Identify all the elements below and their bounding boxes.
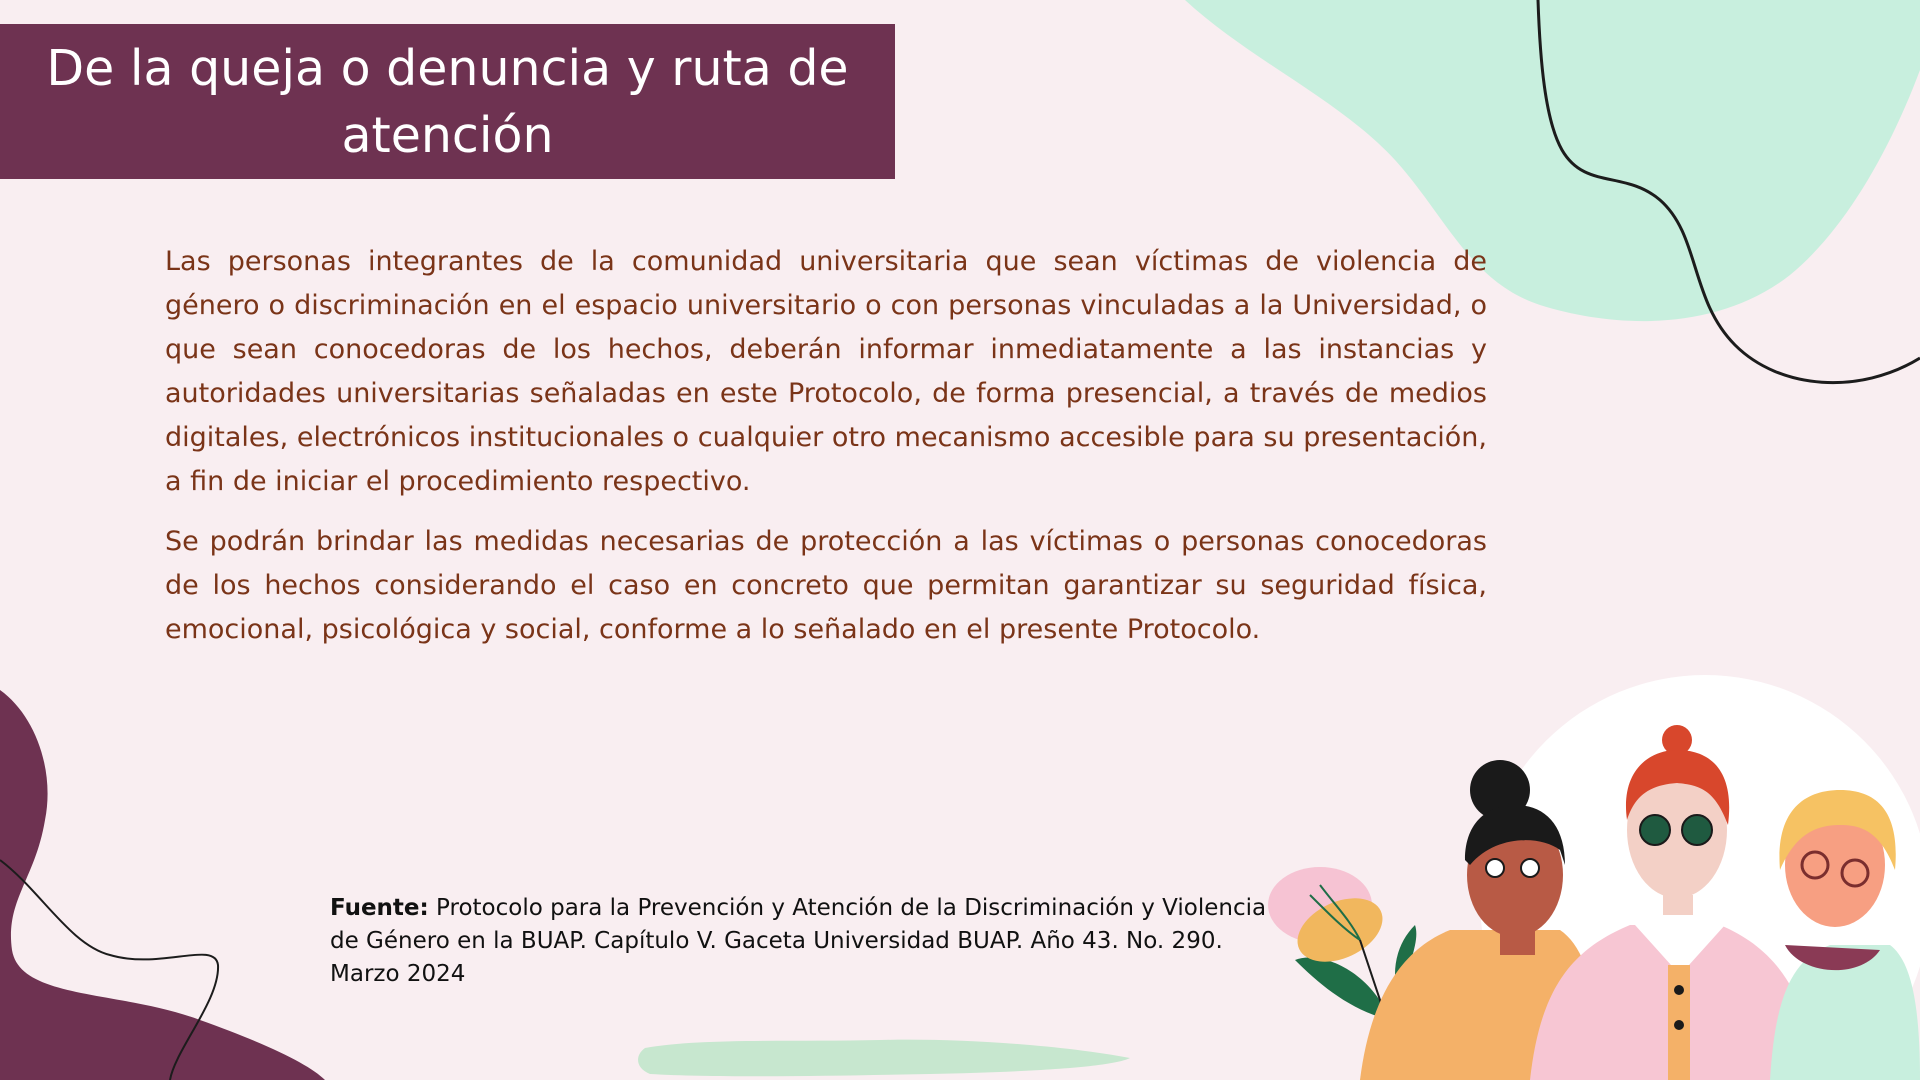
body-text <box>165 240 1487 668</box>
paragraph-1: Las personas integrantes de la comunidad universitaria que sean víctimas de violencia de género o discriminación en el espacio universitario o con personas vinculadas a la Universidad, o que sean conocedoras de los hechos, deberán informar inmediatamente a las instancias y autoridades universitarias señaladas en este Protocolo, de forma presencial, a través de medios digitales, electrónicos institucionales o cualquier otro mecanismo accesible para su presentación, a fin de iniciar el procedimiento respectivo. <box>165 246 1487 497</box>
source-label: Fuente: <box>330 895 429 921</box>
source-citation <box>330 892 1280 991</box>
title-banner <box>0 24 895 179</box>
page-title: De la queja o denuncia y ruta de atención <box>46 39 849 164</box>
paragraph-2: Se podrán brindar las medidas necesarias de protección a las víctimas o personas conocedoras de los hechos considerando el caso en concreto que permitan garantizar su seguridad física, emocional, psicológica y social, conforme a lo señalado en el presente Protocolo. <box>165 526 1487 645</box>
source-text: Protocolo para la Prevención y Atención de la Discriminación y Violencia de Género en la BUAP. Capítulo V. Gaceta Universidad BUAP. Año 43. No. 290. Marzo 2024 <box>330 895 1267 987</box>
